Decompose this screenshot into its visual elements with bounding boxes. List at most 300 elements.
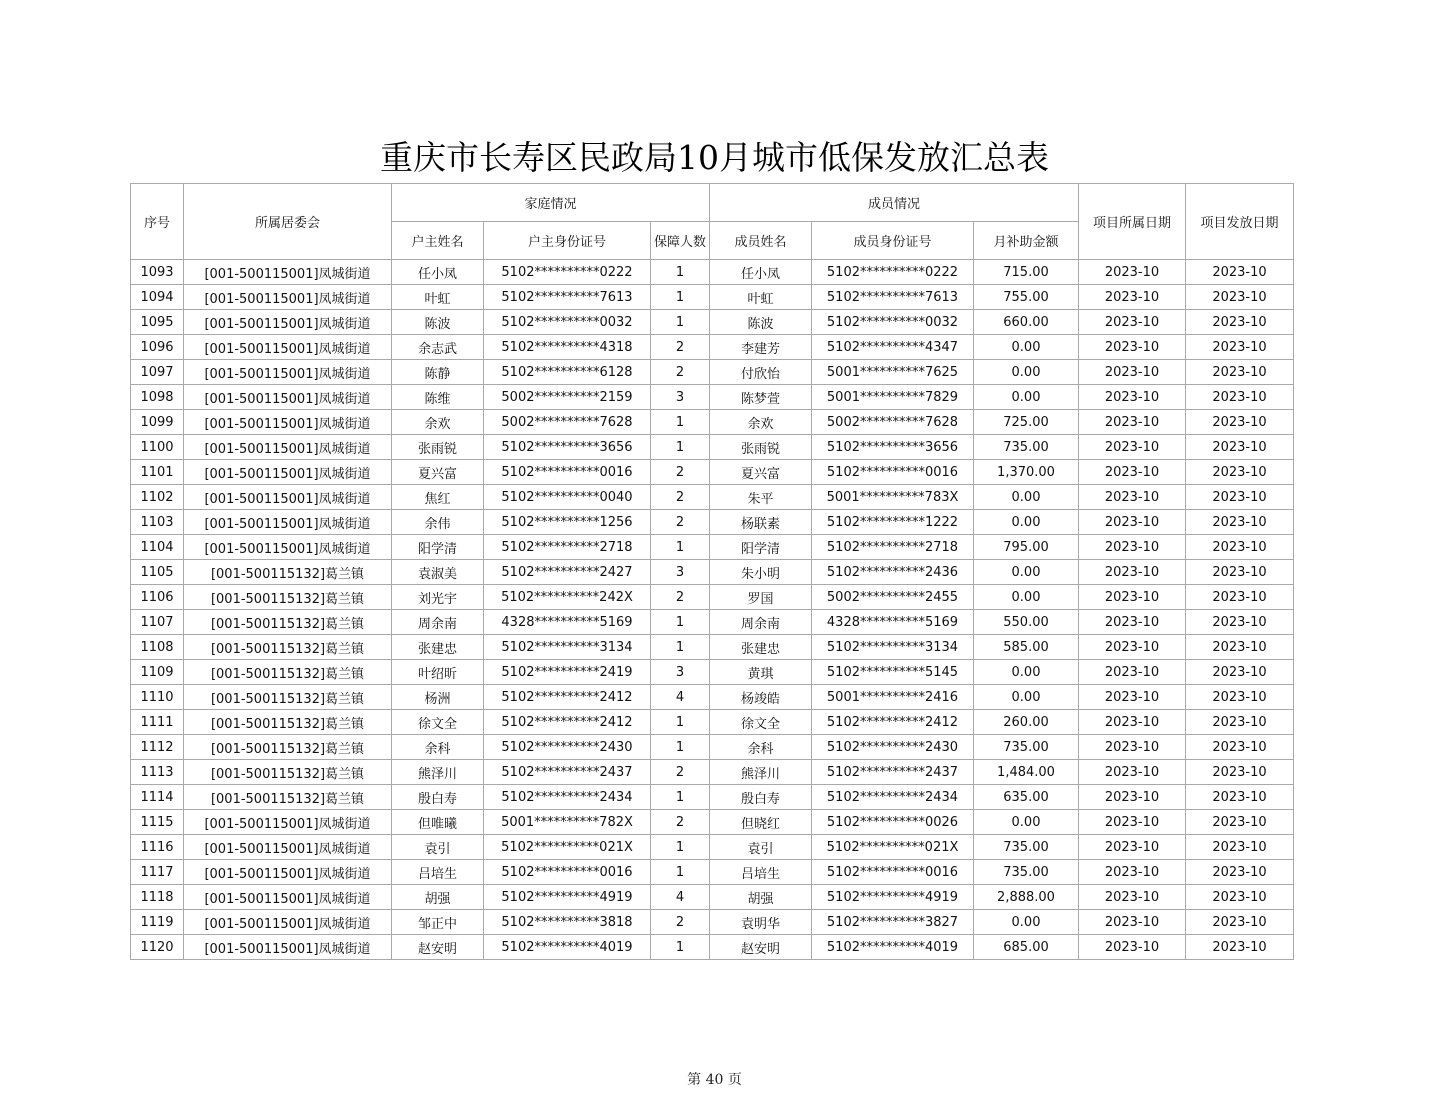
table-row	[131, 435, 1294, 460]
head-id-cell: 5102**********7613	[484, 285, 651, 310]
people-cell: 1	[651, 610, 710, 635]
head-name-cell: 任小凤	[392, 260, 484, 285]
people-cell: 2	[651, 485, 710, 510]
people-cell: 2	[651, 510, 710, 535]
table-row	[131, 360, 1294, 385]
head-name-cell: 殷白寿	[392, 785, 484, 810]
committee-cell: [001-500115001]凤城街道	[184, 885, 392, 910]
head-name-cell: 张雨锐	[392, 435, 484, 460]
head-id-cell: 5102**********3818	[484, 910, 651, 935]
people-cell: 2	[651, 760, 710, 785]
issue-date-cell: 2023-10	[1186, 685, 1294, 710]
head-id-cell: 5102**********2718	[484, 535, 651, 560]
committee-cell: [001-500115001]凤城街道	[184, 410, 392, 435]
seq-cell: 1098	[131, 385, 184, 410]
head-id-cell: 5102**********0016	[484, 860, 651, 885]
table-row	[131, 335, 1294, 360]
member-id-cell: 5001**********783X	[812, 485, 974, 510]
amount-cell: 0.00	[974, 485, 1079, 510]
seq-cell: 1104	[131, 535, 184, 560]
member-id-cell: 5002**********7628	[812, 410, 974, 435]
issue-date-cell: 2023-10	[1186, 635, 1294, 660]
member-name-cell: 熊泽川	[710, 760, 812, 785]
amount-cell: 685.00	[974, 935, 1079, 960]
table-row	[131, 385, 1294, 410]
amount-cell: 0.00	[974, 510, 1079, 535]
table-row	[131, 735, 1294, 760]
seq-cell: 1120	[131, 935, 184, 960]
member-name-cell: 但晓红	[710, 810, 812, 835]
belong-date-cell: 2023-10	[1079, 735, 1186, 760]
table-row	[131, 610, 1294, 635]
member-id-cell: 5102**********0032	[812, 310, 974, 335]
issue-date-cell: 2023-10	[1186, 585, 1294, 610]
head-id-cell: 5102**********0222	[484, 260, 651, 285]
seq-cell: 1095	[131, 310, 184, 335]
header-member-group: 成员情况	[710, 184, 1079, 222]
member-id-cell: 5002**********2455	[812, 585, 974, 610]
member-name-cell: 徐文全	[710, 710, 812, 735]
table-row	[131, 935, 1294, 960]
people-cell: 3	[651, 560, 710, 585]
seq-cell: 1094	[131, 285, 184, 310]
seq-cell: 1109	[131, 660, 184, 685]
member-id-cell: 5001**********7625	[812, 360, 974, 385]
member-name-cell: 余欢	[710, 410, 812, 435]
table-row	[131, 535, 1294, 560]
head-id-cell: 5102**********0032	[484, 310, 651, 335]
amount-cell: 0.00	[974, 685, 1079, 710]
issue-date-cell: 2023-10	[1186, 785, 1294, 810]
member-id-cell: 5102**********021X	[812, 835, 974, 860]
member-name-cell: 余科	[710, 735, 812, 760]
seq-cell: 1110	[131, 685, 184, 710]
member-name-cell: 赵安明	[710, 935, 812, 960]
issue-date-cell: 2023-10	[1186, 285, 1294, 310]
table-row	[131, 635, 1294, 660]
committee-cell: [001-500115001]凤城街道	[184, 835, 392, 860]
people-cell: 1	[651, 535, 710, 560]
committee-cell: [001-500115132]葛兰镇	[184, 635, 392, 660]
head-name-cell: 夏兴富	[392, 460, 484, 485]
issue-date-cell: 2023-10	[1186, 535, 1294, 560]
head-name-cell: 但唯曦	[392, 810, 484, 835]
issue-date-cell: 2023-10	[1186, 335, 1294, 360]
member-name-cell: 任小凤	[710, 260, 812, 285]
head-id-cell: 5102**********2412	[484, 685, 651, 710]
amount-cell: 260.00	[974, 710, 1079, 735]
amount-cell: 735.00	[974, 735, 1079, 760]
belong-date-cell: 2023-10	[1079, 485, 1186, 510]
issue-date-cell: 2023-10	[1186, 435, 1294, 460]
belong-date-cell: 2023-10	[1079, 885, 1186, 910]
people-cell: 2	[651, 360, 710, 385]
table-body	[131, 260, 1294, 960]
head-name-cell: 徐文全	[392, 710, 484, 735]
head-name-cell: 余欢	[392, 410, 484, 435]
issue-date-cell: 2023-10	[1186, 860, 1294, 885]
belong-date-cell: 2023-10	[1079, 435, 1186, 460]
seq-cell: 1093	[131, 260, 184, 285]
issue-date-cell: 2023-10	[1186, 760, 1294, 785]
amount-cell: 0.00	[974, 810, 1079, 835]
head-name-cell: 余志武	[392, 335, 484, 360]
amount-cell: 755.00	[974, 285, 1079, 310]
head-name-cell: 叶虹	[392, 285, 484, 310]
head-name-cell: 余伟	[392, 510, 484, 535]
member-id-cell: 5102**********2434	[812, 785, 974, 810]
head-name-cell: 杨洲	[392, 685, 484, 710]
belong-date-cell: 2023-10	[1079, 635, 1186, 660]
table-row	[131, 660, 1294, 685]
seq-cell: 1113	[131, 760, 184, 785]
head-id-cell: 4328**********5169	[484, 610, 651, 635]
member-name-cell: 吕培生	[710, 860, 812, 885]
member-id-cell: 5102**********1222	[812, 510, 974, 535]
issue-date-cell: 2023-10	[1186, 260, 1294, 285]
belong-date-cell: 2023-10	[1079, 610, 1186, 635]
belong-date-cell: 2023-10	[1079, 910, 1186, 935]
belong-date-cell: 2023-10	[1079, 460, 1186, 485]
committee-cell: [001-500115001]凤城街道	[184, 910, 392, 935]
issue-date-cell: 2023-10	[1186, 935, 1294, 960]
seq-cell: 1111	[131, 710, 184, 735]
people-cell: 1	[651, 835, 710, 860]
head-id-cell: 5102**********0040	[484, 485, 651, 510]
committee-cell: [001-500115001]凤城街道	[184, 810, 392, 835]
member-id-cell: 5102**********3134	[812, 635, 974, 660]
committee-cell: [001-500115132]葛兰镇	[184, 560, 392, 585]
member-id-cell: 5102**********4019	[812, 935, 974, 960]
member-id-cell: 5102**********4919	[812, 885, 974, 910]
member-name-cell: 夏兴富	[710, 460, 812, 485]
table-row	[131, 510, 1294, 535]
member-name-cell: 袁引	[710, 835, 812, 860]
head-name-cell: 熊泽川	[392, 760, 484, 785]
belong-date-cell: 2023-10	[1079, 535, 1186, 560]
people-cell: 1	[651, 735, 710, 760]
member-id-cell: 5102**********0026	[812, 810, 974, 835]
head-name-cell: 叶绍昕	[392, 660, 484, 685]
belong-date-cell: 2023-10	[1079, 510, 1186, 535]
member-id-cell: 5001**********7829	[812, 385, 974, 410]
committee-cell: [001-500115132]葛兰镇	[184, 685, 392, 710]
issue-date-cell: 2023-10	[1186, 510, 1294, 535]
belong-date-cell: 2023-10	[1079, 660, 1186, 685]
amount-cell: 1,370.00	[974, 460, 1079, 485]
head-id-cell: 5001**********782X	[484, 810, 651, 835]
committee-cell: [001-500115132]葛兰镇	[184, 785, 392, 810]
table-row	[131, 910, 1294, 935]
belong-date-cell: 2023-10	[1079, 685, 1186, 710]
member-name-cell: 袁明华	[710, 910, 812, 935]
issue-date-cell: 2023-10	[1186, 735, 1294, 760]
head-id-cell: 5102**********4019	[484, 935, 651, 960]
committee-cell: [001-500115132]葛兰镇	[184, 610, 392, 635]
head-name-cell: 胡强	[392, 885, 484, 910]
seq-cell: 1114	[131, 785, 184, 810]
people-cell: 4	[651, 885, 710, 910]
committee-cell: [001-500115132]葛兰镇	[184, 660, 392, 685]
amount-cell: 735.00	[974, 835, 1079, 860]
head-id-cell: 5102**********2419	[484, 660, 651, 685]
seq-cell: 1116	[131, 835, 184, 860]
table-row	[131, 585, 1294, 610]
head-name-cell: 陈波	[392, 310, 484, 335]
belong-date-cell: 2023-10	[1079, 785, 1186, 810]
issue-date-cell: 2023-10	[1186, 660, 1294, 685]
table-row	[131, 485, 1294, 510]
people-cell: 2	[651, 460, 710, 485]
belong-date-cell: 2023-10	[1079, 560, 1186, 585]
amount-cell: 2,888.00	[974, 885, 1079, 910]
belong-date-cell: 2023-10	[1079, 860, 1186, 885]
seq-cell: 1099	[131, 410, 184, 435]
page-title: 重庆市长寿区民政局10月城市低保发放汇总表	[380, 138, 1049, 177]
member-name-cell: 张建忠	[710, 635, 812, 660]
head-name-cell: 邹正中	[392, 910, 484, 935]
amount-cell: 1,484.00	[974, 760, 1079, 785]
issue-date-cell: 2023-10	[1186, 485, 1294, 510]
head-name-cell: 阳学清	[392, 535, 484, 560]
seq-cell: 1105	[131, 560, 184, 585]
people-cell: 1	[651, 860, 710, 885]
member-name-cell: 杨竣皓	[710, 685, 812, 710]
head-id-cell: 5102**********1256	[484, 510, 651, 535]
issue-date-cell: 2023-10	[1186, 360, 1294, 385]
head-name-cell: 吕培生	[392, 860, 484, 885]
issue-date-cell: 2023-10	[1186, 460, 1294, 485]
amount-cell: 0.00	[974, 585, 1079, 610]
head-id-cell: 5002**********2159	[484, 385, 651, 410]
member-id-cell: 5102**********0016	[812, 460, 974, 485]
belong-date-cell: 2023-10	[1079, 710, 1186, 735]
header-head-id: 户主身份证号	[484, 222, 651, 260]
seq-cell: 1100	[131, 435, 184, 460]
people-cell: 1	[651, 785, 710, 810]
table-row	[131, 785, 1294, 810]
member-id-cell: 5102**********0222	[812, 260, 974, 285]
seq-cell: 1108	[131, 635, 184, 660]
belong-date-cell: 2023-10	[1079, 935, 1186, 960]
table-row	[131, 285, 1294, 310]
head-name-cell: 袁淑美	[392, 560, 484, 585]
table-row	[131, 760, 1294, 785]
belong-date-cell: 2023-10	[1079, 835, 1186, 860]
issue-date-cell: 2023-10	[1186, 385, 1294, 410]
head-name-cell: 焦红	[392, 485, 484, 510]
header-head-name: 户主姓名	[392, 222, 484, 260]
amount-cell: 715.00	[974, 260, 1079, 285]
amount-cell: 0.00	[974, 660, 1079, 685]
member-name-cell: 陈波	[710, 310, 812, 335]
head-id-cell: 5102**********2434	[484, 785, 651, 810]
belong-date-cell: 2023-10	[1079, 585, 1186, 610]
member-id-cell: 5102**********2436	[812, 560, 974, 585]
committee-cell: [001-500115001]凤城街道	[184, 310, 392, 335]
belong-date-cell: 2023-10	[1079, 360, 1186, 385]
people-cell: 2	[651, 335, 710, 360]
amount-cell: 0.00	[974, 360, 1079, 385]
people-cell: 1	[651, 285, 710, 310]
table-row	[131, 460, 1294, 485]
belong-date-cell: 2023-10	[1079, 810, 1186, 835]
people-cell: 1	[651, 310, 710, 335]
head-name-cell: 张建忠	[392, 635, 484, 660]
seq-cell: 1106	[131, 585, 184, 610]
belong-date-cell: 2023-10	[1079, 410, 1186, 435]
head-name-cell: 陈静	[392, 360, 484, 385]
head-id-cell: 5102**********242X	[484, 585, 651, 610]
committee-cell: [001-500115001]凤城街道	[184, 535, 392, 560]
member-id-cell: 5102**********2412	[812, 710, 974, 735]
header-issue-date: 项目发放日期	[1186, 184, 1294, 260]
belong-date-cell: 2023-10	[1079, 260, 1186, 285]
table-row	[131, 310, 1294, 335]
committee-cell: [001-500115001]凤城街道	[184, 435, 392, 460]
head-name-cell: 刘光宇	[392, 585, 484, 610]
issue-date-cell: 2023-10	[1186, 560, 1294, 585]
header-belong-date: 项目所属日期	[1079, 184, 1186, 260]
amount-cell: 725.00	[974, 410, 1079, 435]
seq-cell: 1097	[131, 360, 184, 385]
amount-cell: 0.00	[974, 385, 1079, 410]
table-row	[131, 860, 1294, 885]
people-cell: 1	[651, 935, 710, 960]
seq-cell: 1117	[131, 860, 184, 885]
amount-cell: 795.00	[974, 535, 1079, 560]
seq-cell: 1115	[131, 810, 184, 835]
head-name-cell: 陈维	[392, 385, 484, 410]
issue-date-cell: 2023-10	[1186, 810, 1294, 835]
member-id-cell: 5102**********2437	[812, 760, 974, 785]
member-id-cell: 5001**********2416	[812, 685, 974, 710]
committee-cell: [001-500115132]葛兰镇	[184, 760, 392, 785]
member-name-cell: 张雨锐	[710, 435, 812, 460]
issue-date-cell: 2023-10	[1186, 610, 1294, 635]
header-committee: 所属居委会	[184, 184, 392, 260]
people-cell: 4	[651, 685, 710, 710]
people-cell: 3	[651, 660, 710, 685]
table-row	[131, 835, 1294, 860]
member-name-cell: 胡强	[710, 885, 812, 910]
seq-cell: 1096	[131, 335, 184, 360]
head-id-cell: 5102**********4919	[484, 885, 651, 910]
head-id-cell: 5102**********6128	[484, 360, 651, 385]
amount-cell: 660.00	[974, 310, 1079, 335]
member-id-cell: 5102**********3656	[812, 435, 974, 460]
amount-cell: 735.00	[974, 860, 1079, 885]
header-people: 保障人数	[651, 222, 710, 260]
people-cell: 1	[651, 635, 710, 660]
belong-date-cell: 2023-10	[1079, 335, 1186, 360]
header-member-name: 成员姓名	[710, 222, 812, 260]
people-cell: 1	[651, 260, 710, 285]
table-row	[131, 260, 1294, 285]
head-id-cell: 5102**********2427	[484, 560, 651, 585]
issue-date-cell: 2023-10	[1186, 410, 1294, 435]
seq-cell: 1118	[131, 885, 184, 910]
head-name-cell: 袁引	[392, 835, 484, 860]
seq-cell: 1102	[131, 485, 184, 510]
member-name-cell: 罗国	[710, 585, 812, 610]
belong-date-cell: 2023-10	[1079, 385, 1186, 410]
head-id-cell: 5002**********7628	[484, 410, 651, 435]
member-name-cell: 殷白寿	[710, 785, 812, 810]
issue-date-cell: 2023-10	[1186, 835, 1294, 860]
member-id-cell: 5102**********5145	[812, 660, 974, 685]
people-cell: 1	[651, 435, 710, 460]
amount-cell: 0.00	[974, 560, 1079, 585]
head-id-cell: 5102**********2430	[484, 735, 651, 760]
table-row	[131, 810, 1294, 835]
amount-cell: 0.00	[974, 335, 1079, 360]
people-cell: 1	[651, 710, 710, 735]
people-cell: 2	[651, 910, 710, 935]
committee-cell: [001-500115001]凤城街道	[184, 510, 392, 535]
member-name-cell: 周余南	[710, 610, 812, 635]
committee-cell: [001-500115001]凤城街道	[184, 460, 392, 485]
table-row	[131, 710, 1294, 735]
table-row	[131, 410, 1294, 435]
seq-cell: 1101	[131, 460, 184, 485]
table-row	[131, 885, 1294, 910]
table-row	[131, 685, 1294, 710]
belong-date-cell: 2023-10	[1079, 760, 1186, 785]
member-name-cell: 陈梦萱	[710, 385, 812, 410]
amount-cell: 550.00	[974, 610, 1079, 635]
member-id-cell: 5102**********4347	[812, 335, 974, 360]
people-cell: 3	[651, 385, 710, 410]
belong-date-cell: 2023-10	[1079, 285, 1186, 310]
issue-date-cell: 2023-10	[1186, 310, 1294, 335]
people-cell: 2	[651, 810, 710, 835]
committee-cell: [001-500115001]凤城街道	[184, 360, 392, 385]
committee-cell: [001-500115001]凤城街道	[184, 285, 392, 310]
header-seq: 序号	[131, 184, 184, 260]
member-name-cell: 朱平	[710, 485, 812, 510]
member-name-cell: 朱小明	[710, 560, 812, 585]
header-family-group: 家庭情况	[392, 184, 710, 222]
committee-cell: [001-500115001]凤城街道	[184, 335, 392, 360]
member-name-cell: 杨联素	[710, 510, 812, 535]
committee-cell: [001-500115001]凤城街道	[184, 485, 392, 510]
seq-cell: 1103	[131, 510, 184, 535]
header-member-id: 成员身份证号	[812, 222, 974, 260]
table-header	[131, 184, 1294, 260]
relief-summary-table	[130, 183, 1294, 960]
head-id-cell: 5102**********4318	[484, 335, 651, 360]
page-number: 第 40 页	[687, 1072, 742, 1088]
amount-cell: 585.00	[974, 635, 1079, 660]
seq-cell: 1112	[131, 735, 184, 760]
committee-cell: [001-500115001]凤城街道	[184, 860, 392, 885]
head-id-cell: 5102**********0016	[484, 460, 651, 485]
amount-cell: 635.00	[974, 785, 1079, 810]
header-amount: 月补助金额	[974, 222, 1079, 260]
member-name-cell: 付欣怡	[710, 360, 812, 385]
member-id-cell: 5102**********2718	[812, 535, 974, 560]
issue-date-cell: 2023-10	[1186, 885, 1294, 910]
seq-cell: 1119	[131, 910, 184, 935]
people-cell: 1	[651, 410, 710, 435]
committee-cell: [001-500115132]葛兰镇	[184, 710, 392, 735]
committee-cell: [001-500115132]葛兰镇	[184, 585, 392, 610]
people-cell: 2	[651, 585, 710, 610]
head-name-cell: 赵安明	[392, 935, 484, 960]
issue-date-cell: 2023-10	[1186, 710, 1294, 735]
committee-cell: [001-500115001]凤城街道	[184, 935, 392, 960]
